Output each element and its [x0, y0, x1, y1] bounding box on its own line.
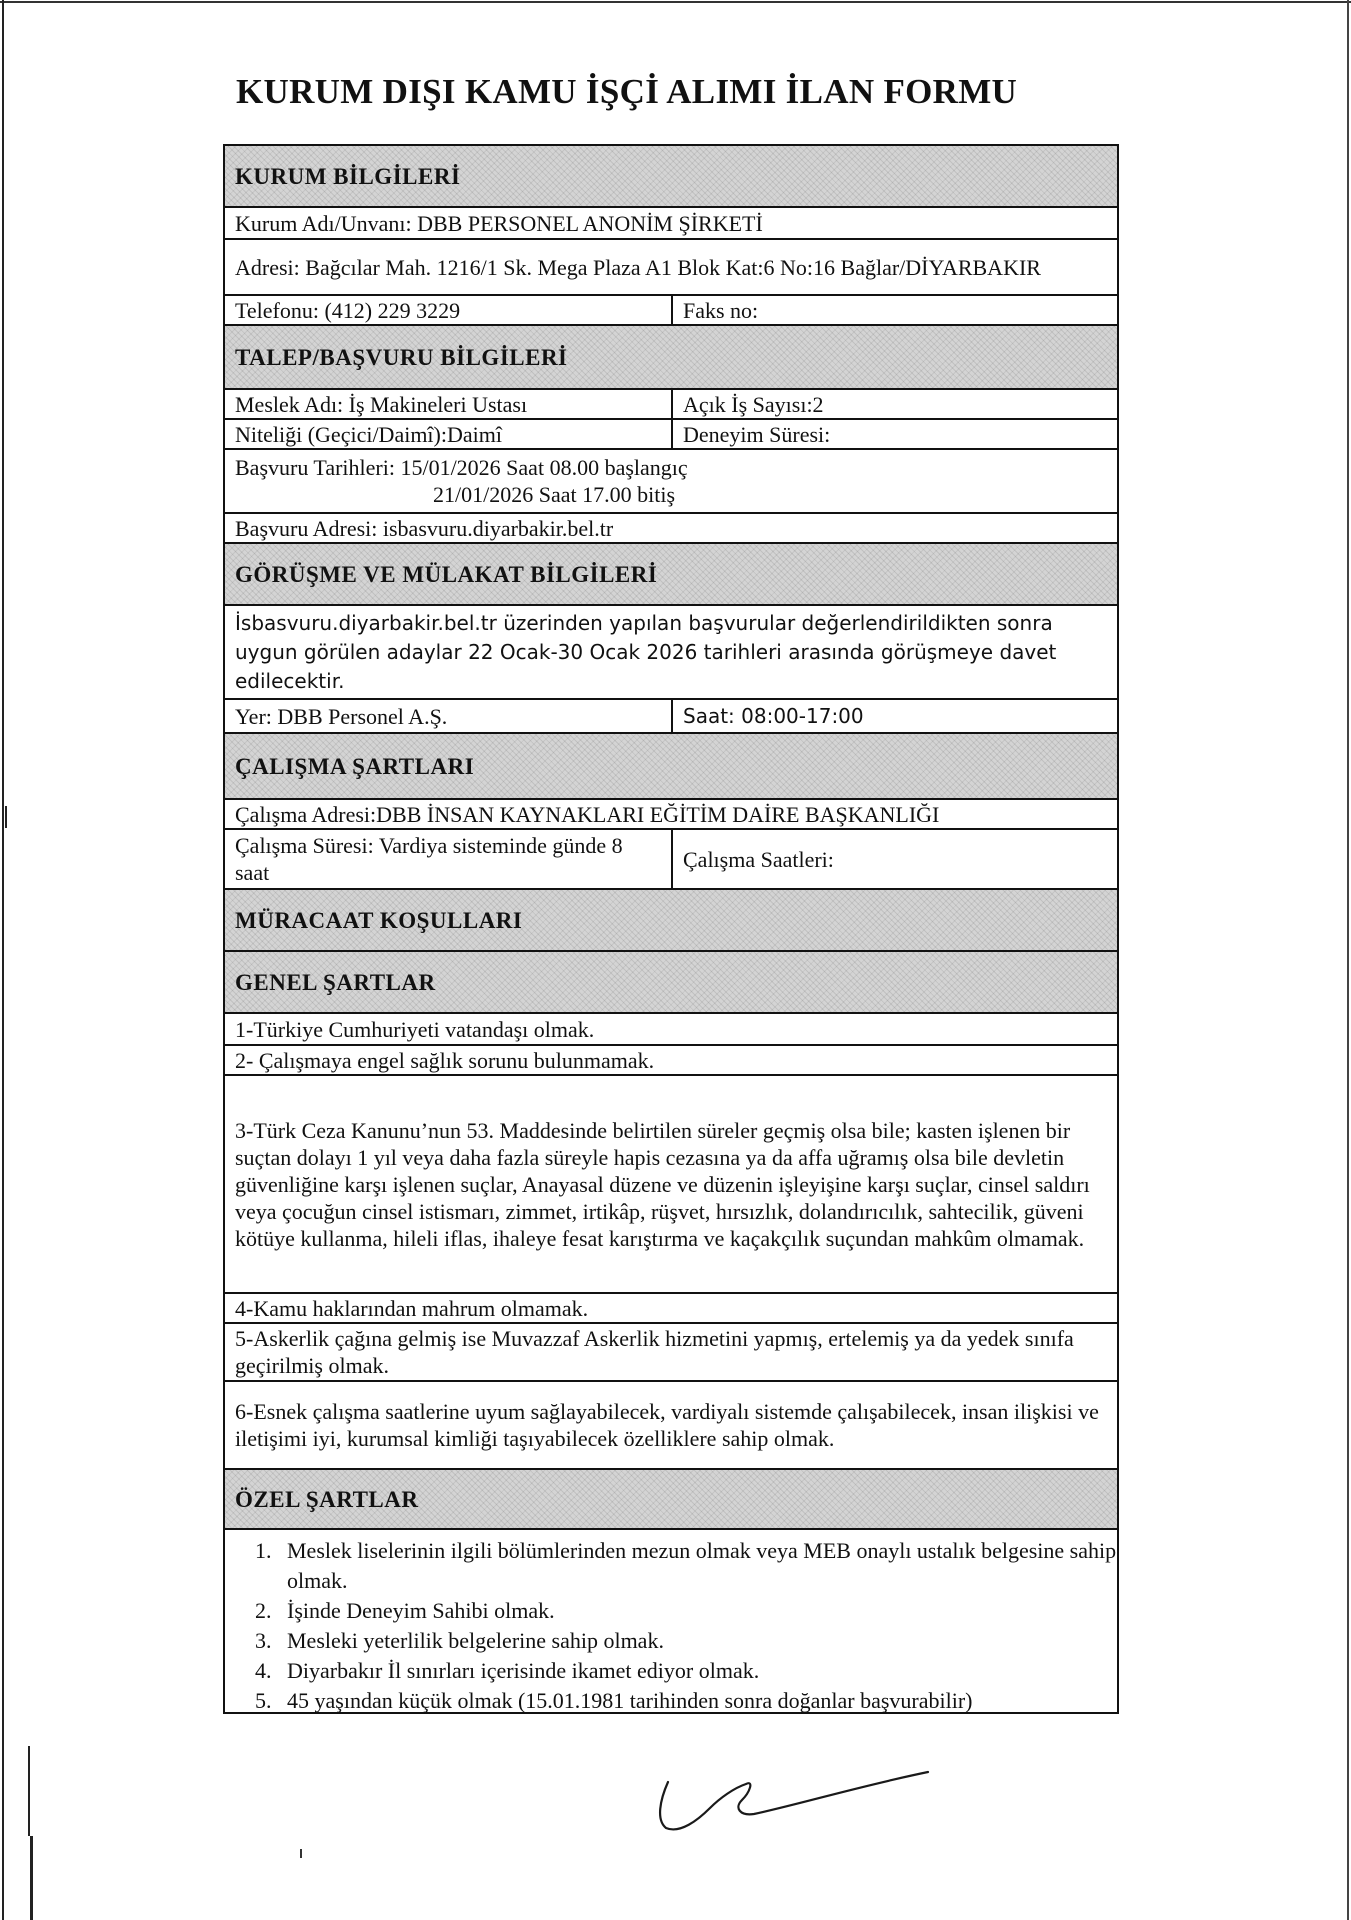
general-condition-2: 2- Çalışmaya engel sağlık sorunu bulunmamak.	[235, 1047, 655, 1073]
institution-address: Adresi: Bağcılar Mah. 1216/1 Sk. Mega Plaza A1 Blok Kat:6 No:16 Bağlar/DİYARBAKIR	[235, 254, 1041, 280]
general-condition-5: 5-Askerlik çağına gelmiş ise Muvazzaf Askerlik hizmetini yapmış, ertelemiş ya da yedek sınıfa geçirilmiş olmak.	[235, 1326, 1074, 1378]
special-condition-1: 1. Meslek liselerinin ilgili bölümlerinden mezun olmak veya MEB onaylı ustalık belgesine sahip olmak.	[277, 1536, 1117, 1596]
general-condition-row	[225, 1324, 1117, 1382]
application-end: 21/01/2026 Saat 17.00 bitiş	[433, 482, 675, 507]
job-nature: Niteliği (Geçici/Daimî):Daimî	[225, 420, 673, 448]
interview-place: Yer: DBB Personel A.Ş.	[225, 700, 673, 732]
section-muracaat	[225, 890, 1117, 952]
general-condition-row	[225, 1076, 1117, 1294]
special-condition-2: 2. İşinde Deneyim Sahibi olmak.	[277, 1596, 1117, 1626]
talep-profession-row	[225, 390, 1117, 420]
general-condition-6: 6-Esnek çalışma saatlerine uyum sağlayabilecek, vardiyalı sistemde çalışabilecek, insan ilişkisi ve iletişimi iyi, kurumsal kimliği taşıyabilecek özelliklere sahip olmak.	[235, 1399, 1099, 1451]
section-header: KURUM BİLGİLERİ	[235, 163, 461, 189]
section-header: ÇALIŞMA ŞARTLARI	[235, 753, 475, 779]
special-conditions-row	[225, 1530, 1117, 1714]
calisma-duration-row	[225, 830, 1117, 890]
institution-fax: Faks no:	[683, 297, 759, 323]
general-condition-row	[225, 1014, 1117, 1046]
scan-mark	[5, 806, 7, 828]
work-duration: Çalışma Süresi: Vardiya sisteminde günde 8 saat	[225, 830, 673, 888]
general-condition-4: 4-Kamu haklarından mahrum olmamak.	[235, 1295, 589, 1321]
profession-name: Meslek Adı: İş Makineleri Ustası	[225, 390, 673, 418]
section-header: MÜRACAAT KOŞULLARI	[235, 907, 523, 933]
scan-mark	[30, 1836, 33, 1920]
scan-edge-top	[0, 1, 1351, 3]
application-address: Başvuru Adresi: isbasvuru.diyarbakir.bel.tr	[235, 515, 614, 541]
scan-edge-right	[1347, 0, 1349, 1920]
section-kurum	[225, 146, 1117, 208]
signature-stroke	[660, 1772, 928, 1829]
form-title: KURUM DIŞI KAMU İŞÇİ ALIMI İLAN FORMU	[236, 72, 1018, 111]
special-condition-4: 4. Diyarbakır İl sınırları içerisinde ikamet ediyor olmak.	[277, 1656, 1117, 1686]
kurum-contact-row	[225, 296, 1117, 326]
talep-dates-row	[225, 450, 1117, 514]
work-hours: Çalışma Saatleri:	[683, 846, 834, 872]
scan-edge-left	[2, 0, 4, 1920]
section-header: GENEL ŞARTLAR	[235, 969, 436, 995]
kurum-address-row	[225, 240, 1117, 296]
section-header: TALEP/BAŞVURU BİLGİLERİ	[235, 344, 568, 370]
section-genel	[225, 952, 1117, 1014]
special-condition-5: 5. 45 yaşından küçük olmak (15.01.1981 tarihinden sonra doğanlar başvurabilir)	[277, 1686, 1117, 1716]
open-jobs-count: Açık İş Sayısı:2	[683, 391, 824, 417]
section-talep	[225, 326, 1117, 390]
work-address: Çalışma Adresi:DBB İNSAN KAYNAKLARI EĞİTİM DAİRE BAŞKANLIĞI	[235, 801, 940, 827]
general-condition-row	[225, 1382, 1117, 1470]
talep-nature-row	[225, 420, 1117, 450]
experience-duration: Deneyim Süresi:	[683, 421, 831, 447]
interview-description: İsbasvuru.diyarbakir.bel.tr üzerinden yapılan başvurular değerlendirildikten sonra uygun görülen adaylar 22 Ocak-30 Ocak 2026 tarihleri arasında görüşmeye davet edilecektir.	[235, 610, 1057, 693]
announcement-form	[223, 144, 1119, 1714]
general-condition-row	[225, 1046, 1117, 1076]
general-condition-3: 3-Türk Ceza Kanunu’nun 53. Maddesinde belirtilen süreler geçmiş olsa bile; kasten işlenen bir suçtan dolayı 1 yıl veya daha fazla süreyle hapis cezasına ya da affa uğramış olsa bile devletin güvenliğine karşı işlenen suçlar, Anayasal düzene ve düzenin işleyişine karşı suçlar, cinsel saldırı veya çocuğun cinsel istismarı, zimmet, irtikâp, rüşvet, hırsızlık, dolandırıcılık, sahtecilik, güveni kötüye kullanma, hileli iflas, ihaleye fesat karıştırma ve kaçakçılık suçundan mahkûm olmamak.	[235, 1117, 1090, 1251]
section-ozel	[225, 1470, 1117, 1530]
calisma-address-row	[225, 800, 1117, 830]
general-condition-row	[225, 1294, 1117, 1324]
section-calisma	[225, 734, 1117, 800]
interview-time: Saat: 08:00-17:00	[683, 703, 864, 728]
application-start: Başvuru Tarihleri: 15/01/2026 Saat 08.00 başlangıç	[235, 455, 688, 480]
talep-apply-address-row	[225, 514, 1117, 544]
application-dates	[225, 450, 1117, 512]
kurum-name-row	[225, 208, 1117, 240]
special-condition-3: 3. Mesleki yeterlilik belgelerine sahip olmak.	[277, 1626, 1117, 1656]
scan-tick-mark	[300, 1849, 302, 1858]
section-header: ÖZEL ŞARTLAR	[235, 1486, 419, 1512]
special-conditions-list	[225, 1530, 1117, 1712]
section-header: GÖRÜŞME VE MÜLAKAT BİLGİLERİ	[235, 561, 658, 587]
gorusme-place-row	[225, 700, 1117, 734]
institution-phone: Telefonu: (412) 229 3229	[225, 296, 673, 324]
institution-name: Kurum Adı/Unvanı: DBB PERSONEL ANONİM ŞİRKETİ	[235, 210, 763, 236]
general-condition-1: 1-Türkiye Cumhuriyeti vatandaşı olmak.	[235, 1016, 595, 1042]
section-gorusme	[225, 544, 1117, 606]
gorusme-text-row	[225, 606, 1117, 700]
signature	[650, 1770, 940, 1840]
scan-mark	[28, 1746, 30, 1836]
